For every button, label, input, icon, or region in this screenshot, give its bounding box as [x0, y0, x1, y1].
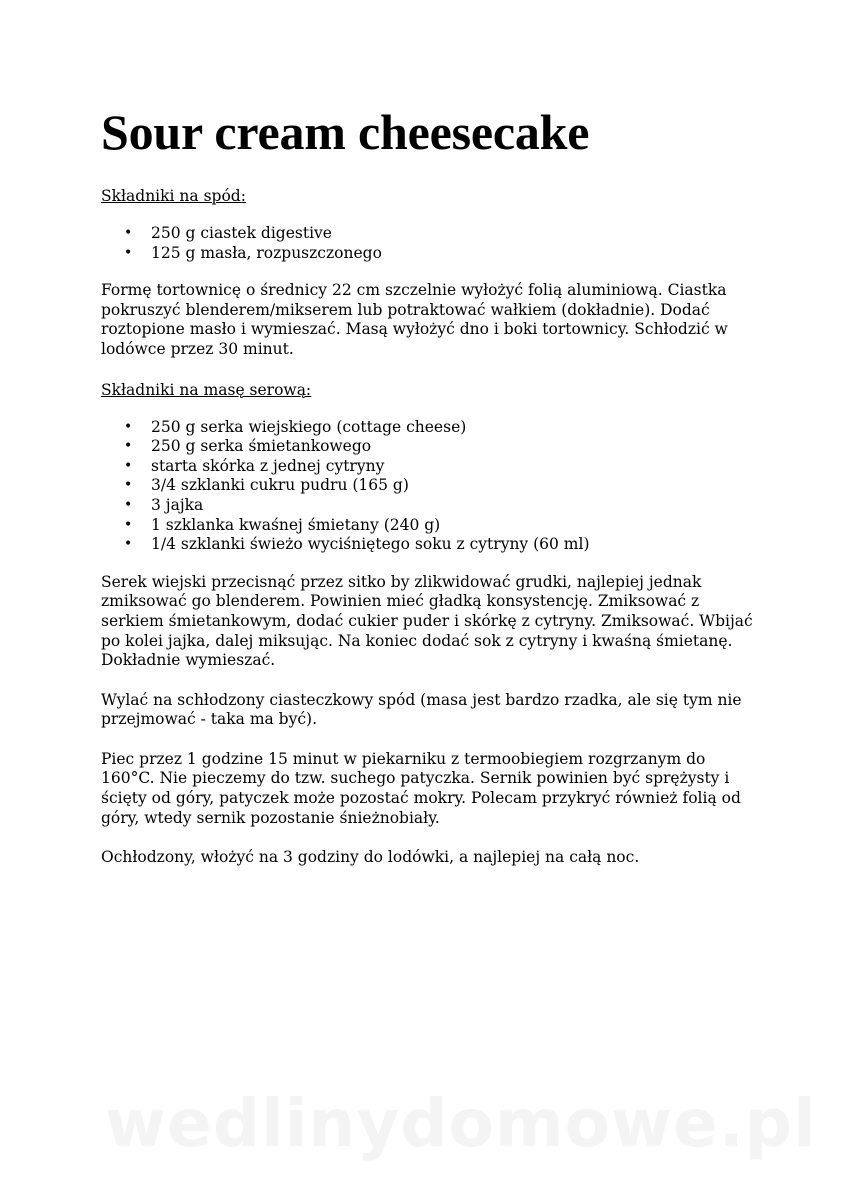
bullet-icon: •	[124, 536, 133, 553]
watermark: wedlinydomowe.pl	[105, 1085, 817, 1162]
bullet-icon: •	[124, 477, 133, 494]
list-item: • starta skórka z jednej cytryny	[124, 456, 385, 475]
bullet-icon: •	[124, 496, 133, 513]
list-item: • 3 jajka	[124, 495, 204, 514]
list-item: • 250 g serka śmietankowego	[124, 437, 372, 456]
bullet-icon: •	[124, 418, 133, 435]
bullet-icon: •	[124, 457, 133, 474]
recipe-title: Sour cream cheesecake	[101, 104, 590, 160]
base-ingredients-list	[101, 224, 761, 263]
step-paragraph: Ochłodzony, włożyć na 3 godziny do lodówki, a najlepiej na całą noc.	[101, 848, 640, 867]
list-item: • 1 szklanka kwaśnej śmietany (240 g)	[124, 515, 441, 534]
base-instructions: Formę tortownicę o średnicy 22 cm szczelnie wyłożyć folią aluminiową. Ciastka pokruszyć blenderem/mikserem lub potraktować wałkiem (dokładnie). Dodać roztopione masło i wymieszać. Masą wyłożyć dno i boki tortownicy. Schłodzić w lodówce przez 30 minut.	[101, 281, 728, 358]
base-ingredients-heading: Składniki na spód:	[101, 187, 246, 205]
bullet-icon: •	[124, 516, 133, 533]
filling-ingredients-list	[101, 418, 761, 555]
list-item: • 1/4 szklanki świeżo wyciśniętego soku z cytryny (60 ml)	[124, 535, 590, 554]
list-item: • 125 g masła, rozpuszczonego	[124, 243, 382, 262]
list-item: • 3/4 szklanki cukru pudru (165 g)	[124, 476, 409, 495]
bullet-icon: •	[124, 244, 133, 261]
list-item: • 250 g ciastek digestive	[124, 224, 332, 242]
step-paragraph: Serek wiejski przecisnąć przez sitko by zlikwidować grudki, najlepiej jednak zmiksować go blenderem. Powinien mieć gładką konsystencję. Zmiksować z serkiem śmietankowym, dodać cukier puder i skórkę z cytryny. Zmiksować. Wbijać po kolei jajka, dalej miksując. Na koniec dodać sok z cytryny i kwaśną śmietanę. Dokładnie wymieszać.	[101, 572, 753, 670]
step-paragraph: Wylać na schłodzony ciasteczkowy spód (masa jest bardzo rzadka, ale się tym nie przejmować - taka ma być).	[101, 690, 742, 729]
step-paragraph: Piec przez 1 godzine 15 minut w piekarniku z termoobiegiem rozgrzanym do 160°C. Nie pieczemy do tzw. suchego patyczka. Sernik powinien być sprężysty i ścięty od góry, patyczek może pozostać mokry. Polecam przykryć również folią od góry, wtedy sernik pozostanie śnieżnobiały.	[101, 749, 741, 827]
list-item: • 250 g serka wiejskiego (cottage cheese)	[124, 417, 467, 436]
document-page	[101, 100, 761, 888]
bullet-icon: •	[124, 225, 133, 241]
filling-ingredients-heading: Składniki na masę serową:	[101, 380, 312, 399]
bullet-icon: •	[124, 438, 133, 455]
